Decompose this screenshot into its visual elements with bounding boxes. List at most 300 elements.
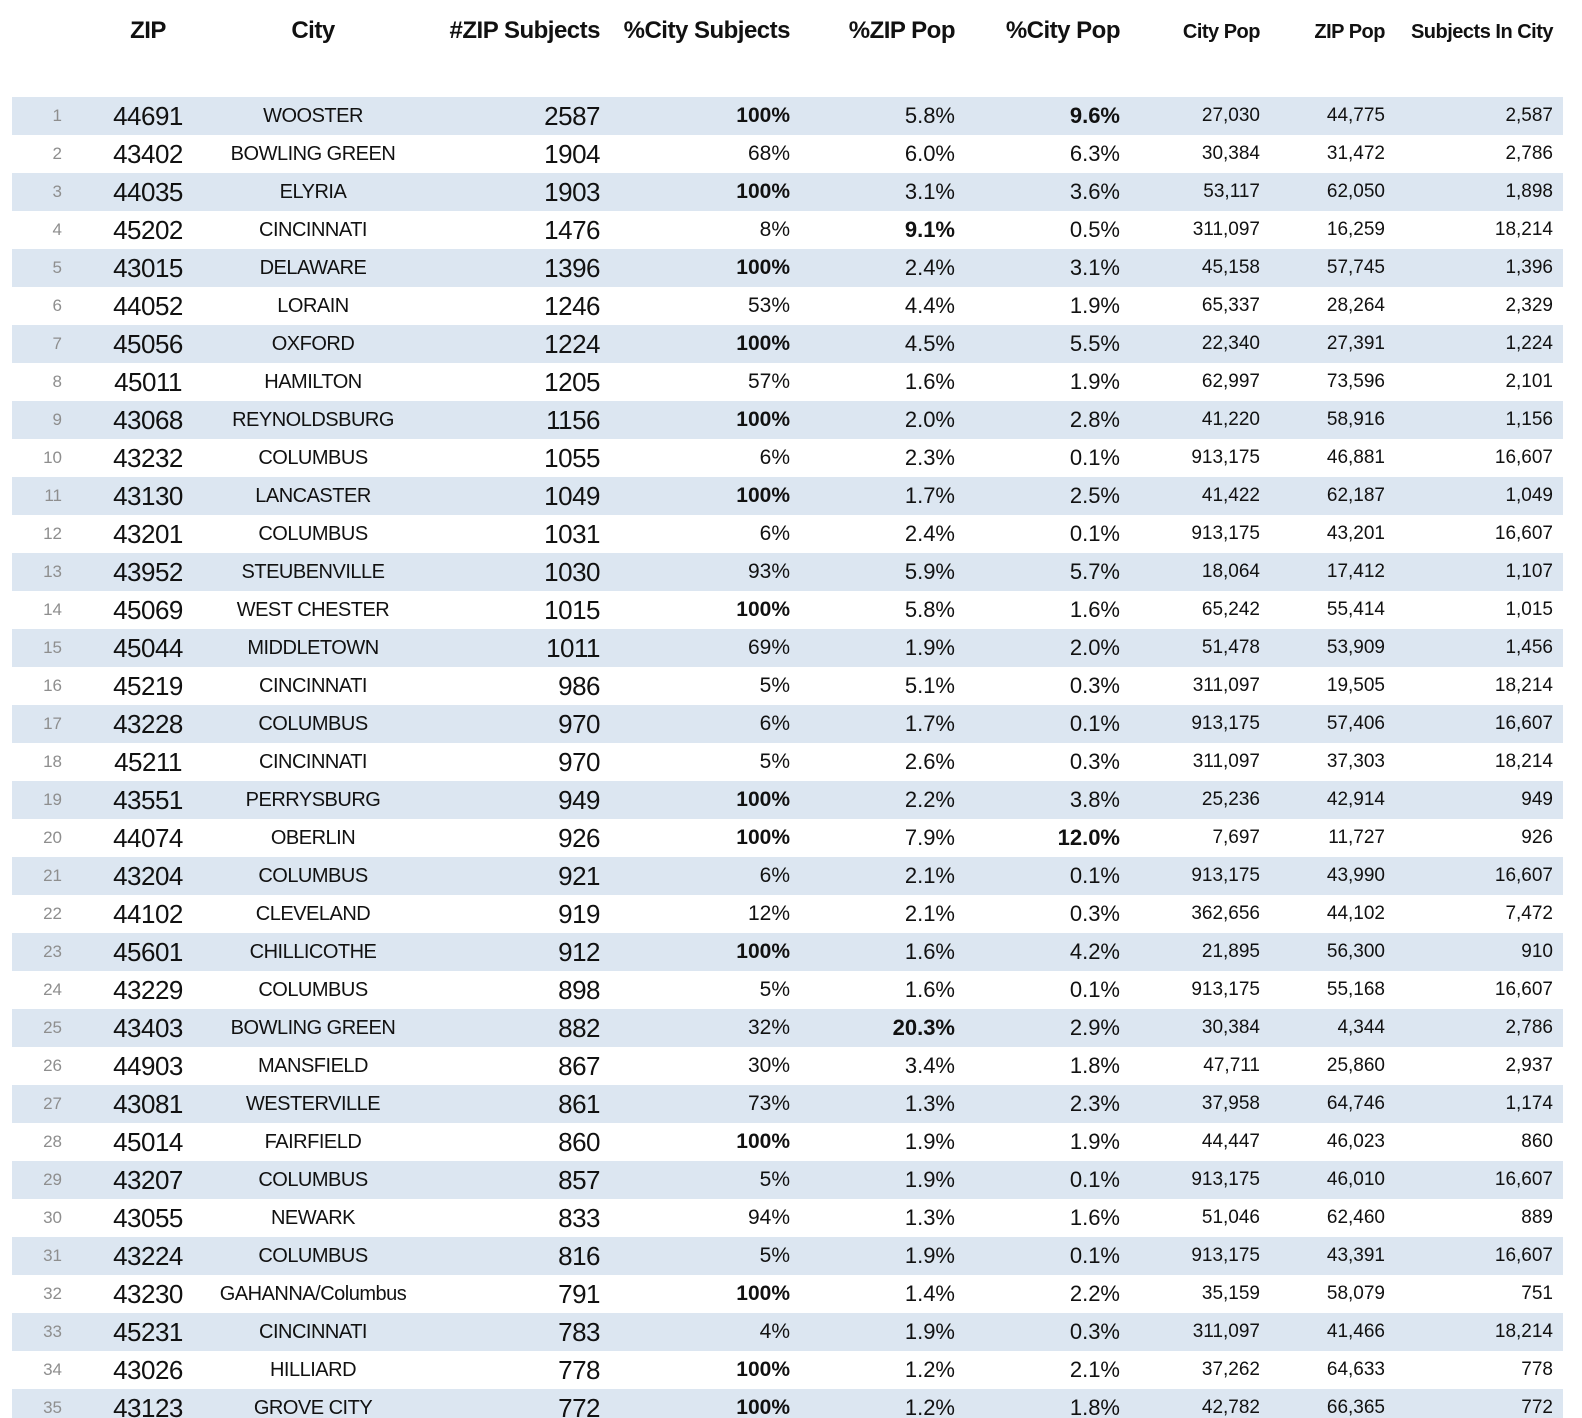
pct-zip-pop-cell: 2.1%: [904, 863, 955, 888]
city-cell: NEWARK: [270, 1206, 356, 1229]
city-cell: HILLIARD: [269, 1358, 357, 1381]
row-number-cell: 11: [44, 486, 62, 505]
subjects-in-city-cell: 18,214: [1494, 1321, 1553, 1342]
zip-cell: 43229: [113, 974, 183, 1005]
pct-zip-pop-cell: 1.6%: [904, 939, 955, 964]
zip-cell: 44691: [113, 100, 183, 131]
zip-cell: 43026: [113, 1354, 183, 1385]
table-row: [12, 249, 1563, 287]
pct-city-subjects-cell: 6%: [759, 712, 790, 735]
city-cell: WEST CHESTER: [236, 598, 390, 621]
city-pop-cell: 913,175: [1191, 1245, 1260, 1266]
city-pop-cell: 913,175: [1191, 865, 1260, 886]
pct-city-subjects-cell: 53%: [747, 294, 790, 317]
row-number-cell: 16: [43, 676, 62, 695]
table-row: [12, 1237, 1563, 1275]
row-number-header: [12, 0, 84, 97]
pct-city-pop-cell: 0.5%: [1069, 217, 1120, 242]
table-row: [12, 705, 1563, 743]
subjects-in-city-cell: 1,456: [1505, 637, 1553, 658]
subjects-in-city-cell: 910: [1521, 941, 1553, 962]
city-pop-cell: 311,097: [1192, 219, 1260, 240]
zip-subjects-cell: 926: [558, 822, 600, 853]
zip-cell: 45069: [113, 594, 183, 625]
table-row: [12, 781, 1563, 819]
pct-city-subjects-cell: 5%: [759, 1168, 790, 1191]
city-pop-cell: 25,236: [1201, 789, 1260, 810]
city-pop-cell: 37,262: [1201, 1359, 1260, 1380]
table-row: [12, 1161, 1563, 1199]
table-row: [12, 1085, 1563, 1123]
pct-city-pop-cell: 3.1%: [1069, 255, 1120, 280]
city-pop-cell: 62,997: [1201, 371, 1260, 392]
zip-subjects-cell: 860: [558, 1126, 600, 1157]
subjects-in-city-cell: 16,607: [1494, 865, 1553, 886]
row-number-cell: 34: [43, 1360, 62, 1379]
zip-subjects-cell: 1246: [544, 290, 600, 321]
zip-subjects-cell: 791: [558, 1278, 600, 1309]
city-cell: COLUMBUS: [258, 446, 368, 469]
zip-cell: 45601: [113, 936, 183, 967]
pct-city-subjects-cell: 100%: [736, 1130, 790, 1153]
zip-subjects-cell: 949: [558, 784, 600, 815]
zip-subjects-cell: 778: [558, 1354, 600, 1385]
zip-cell: 45044: [113, 632, 183, 663]
pct-city-pop-cell: 0.3%: [1069, 673, 1120, 698]
table-row: [12, 743, 1563, 781]
pct-city-pop-cell: 0.1%: [1069, 445, 1120, 470]
subjects-in-city-cell: 751: [1521, 1283, 1553, 1304]
pct-zip-pop-cell: 2.0%: [904, 407, 955, 432]
zip-pop-cell: 58,916: [1326, 409, 1385, 430]
table-row: [12, 1047, 1563, 1085]
city-pop-cell: 30,384: [1201, 143, 1260, 164]
zip-cell: 43232: [113, 442, 183, 473]
subjects-in-city-cell: 778: [1521, 1359, 1553, 1380]
subjects-in-city-cell: 1,156: [1505, 409, 1553, 430]
row-number-cell: 31: [43, 1246, 62, 1265]
pct-city-subjects-cell: 93%: [747, 560, 790, 583]
pct-city-subjects-cell: 100%: [736, 788, 790, 811]
pct-zip-pop-cell: 1.9%: [904, 1319, 955, 1344]
city-cell: MANSFIELD: [258, 1054, 368, 1077]
subjects-in-city-cell: 2,587: [1505, 105, 1553, 126]
table-row: [12, 667, 1563, 705]
subjects-in-city-cell: 16,607: [1494, 1169, 1553, 1190]
pct-city-pop-cell: 2.3%: [1069, 1091, 1120, 1116]
pct-city-pop-cell: 2.0%: [1069, 635, 1120, 660]
zip-pop-cell: 27,391: [1326, 333, 1385, 354]
zip-cell: 43201: [113, 518, 183, 549]
city-cell: CINCINNATI: [259, 1320, 367, 1343]
pct-city-pop-cell: 1.9%: [1069, 1129, 1120, 1154]
pct-zip-pop-cell: 20.3%: [892, 1015, 955, 1040]
pct-city-pop-cell: 4.2%: [1069, 939, 1120, 964]
pct-zip-pop-cell: 2.4%: [904, 521, 955, 546]
zip-subjects-cell: 970: [558, 746, 600, 777]
zip-subjects-cell: 1156: [546, 404, 600, 435]
zip-subjects-cell: 1031: [544, 518, 600, 549]
city-pop-cell: 65,242: [1201, 599, 1260, 620]
table-row: [12, 135, 1563, 173]
pct-city-subjects-cell: 6%: [759, 446, 790, 469]
city-pop-cell: 311,097: [1192, 751, 1260, 772]
subjects-in-city-cell: 1,049: [1505, 485, 1553, 506]
zip-pop-cell: 25,860: [1326, 1055, 1385, 1076]
zip-cell: 44074: [113, 822, 183, 853]
table-row: [12, 1389, 1563, 1418]
pct-city-pop-cell: 3.8%: [1069, 787, 1120, 812]
table-row: [12, 287, 1563, 325]
city-cell: OXFORD: [271, 332, 355, 355]
zip-cell: 44102: [113, 898, 183, 929]
pct-zip-pop-cell: 1.6%: [904, 369, 955, 394]
row-number-cell: 4: [52, 220, 62, 239]
row-number-cell: 28: [43, 1132, 62, 1151]
city-cell: BOWLING GREEN: [230, 1016, 396, 1039]
subjects-in-city-cell: 2,786: [1505, 143, 1553, 164]
city-pop-cell: 7,697: [1212, 827, 1260, 848]
zip-subjects-cell: 882: [558, 1012, 600, 1043]
table-row: [12, 1275, 1563, 1313]
pct-zip-pop-cell: 1.9%: [904, 635, 955, 660]
pct-city-subjects-cell: 6%: [759, 522, 790, 545]
subjects-in-city-cell: 926: [1521, 827, 1553, 848]
table-row: [12, 477, 1563, 515]
zip-subjects-cell: 867: [558, 1050, 600, 1081]
zip-subjects-cell: 861: [558, 1088, 600, 1119]
city-cell: OBERLIN: [270, 826, 356, 849]
row-number-cell: 30: [43, 1208, 62, 1227]
zip-subjects-cell: 919: [558, 898, 600, 929]
pct-city-subjects-cell: 5%: [759, 978, 790, 1001]
row-number-cell: 5: [52, 258, 62, 277]
pct-zip-pop-cell: 5.8%: [904, 597, 955, 622]
pct-zip-pop-cell: 1.3%: [904, 1205, 955, 1230]
subjects-in-city-cell: 772: [1521, 1397, 1553, 1418]
zip-cell: 43228: [113, 708, 183, 739]
zip-cell: 45211: [114, 746, 182, 777]
subjects-in-city-cell: 16,607: [1494, 523, 1553, 544]
subjects-in-city-cell: 16,607: [1494, 1245, 1553, 1266]
zip-pop-cell: 46,023: [1326, 1131, 1385, 1152]
pct-zip-pop-cell: 5.1%: [904, 673, 955, 698]
table-row: [12, 553, 1563, 591]
pct-city-subjects-cell: 100%: [736, 1358, 790, 1381]
table-row: [12, 895, 1563, 933]
zip-subjects-cell: 1903: [544, 176, 600, 207]
table-row: [12, 1199, 1563, 1237]
pct-city-pop-cell: 2.1%: [1069, 1357, 1120, 1382]
city-cell: LORAIN: [277, 294, 349, 317]
row-number-cell: 33: [43, 1322, 62, 1341]
pct-zip-pop-cell: 4.5%: [904, 331, 955, 356]
pct-city-subjects-cell: 100%: [736, 940, 790, 963]
zip-pop-cell: 43,990: [1326, 865, 1385, 886]
city-cell: HAMILTON: [264, 370, 362, 393]
pct-city-pop-cell: 1.8%: [1069, 1395, 1120, 1418]
zip-subjects-cell: 2587: [544, 100, 600, 131]
city-cell: GROVE CITY: [253, 1396, 373, 1418]
row-number-cell: 21: [43, 866, 62, 885]
row-number-cell: 1: [52, 106, 62, 125]
zip-subjects-cell: 1055: [544, 442, 600, 473]
pct-zip-pop-cell: 4.4%: [904, 293, 955, 318]
pct-city-pop-cell: 2.5%: [1069, 483, 1120, 508]
zip-pop-cell: 11,727: [1328, 827, 1385, 848]
subjects-in-city-cell: 2,101: [1505, 371, 1553, 392]
pct-zip-pop-cell: 6.0%: [904, 141, 955, 166]
table-row: [12, 439, 1563, 477]
zip-cell: 43551: [113, 784, 183, 815]
subjects-in-city-cell: 949: [1521, 789, 1553, 810]
pct-city-subjects-cell: 57%: [747, 370, 790, 393]
pct-zip-pop-cell: 1.9%: [904, 1243, 955, 1268]
pct-city-subjects-cell: 100%: [736, 104, 790, 127]
city-cell: COLUMBUS: [258, 978, 368, 1001]
zip-pop-cell: 31,472: [1326, 143, 1385, 164]
table-row: [12, 1009, 1563, 1047]
zip-pop-cell: 41,466: [1326, 1321, 1385, 1342]
zip-pop-cell: 46,010: [1326, 1169, 1385, 1190]
table-row: [12, 591, 1563, 629]
city-pop-cell: 311,097: [1192, 1321, 1260, 1342]
pct-city-pop-cell: 2.2%: [1069, 1281, 1120, 1306]
pct-city-subjects-cell: 100%: [736, 1282, 790, 1305]
subjects-in-city-cell: 7,472: [1505, 903, 1553, 924]
pct-zip-pop-cell: 1.9%: [904, 1129, 955, 1154]
zip-pop-cell: 17,412: [1326, 561, 1385, 582]
pct-zip-pop-cell: 1.7%: [904, 483, 955, 508]
zip-pop-cell: 46,881: [1326, 447, 1385, 468]
subjects-in-city-cell: 1,898: [1505, 181, 1553, 202]
pct-city-pop-cell: 2.9%: [1069, 1015, 1120, 1040]
row-number-cell: 35: [43, 1398, 62, 1417]
pct-zip-pop-cell: 2.2%: [904, 787, 955, 812]
city-pop-cell: 362,656: [1191, 903, 1260, 924]
zip-cell: 45014: [113, 1126, 183, 1157]
zip-cell: 43402: [113, 138, 183, 169]
zip-pop-cell: 16,259: [1326, 219, 1385, 240]
city-pop-cell: 913,175: [1191, 447, 1260, 468]
city-cell: MIDDLETOWN: [247, 636, 379, 659]
row-number-cell: 32: [43, 1284, 62, 1303]
pct-city-pop-cell: 3.6%: [1069, 179, 1120, 204]
row-number-cell: 3: [52, 182, 62, 201]
city-pop-cell: 913,175: [1191, 713, 1260, 734]
zip-cell: 45219: [113, 670, 183, 701]
table-row: [12, 515, 1563, 553]
zip-cell: 45011: [114, 366, 182, 397]
city-cell: CLEVELAND: [255, 902, 371, 925]
pct-zip-pop-cell: 1.6%: [904, 977, 955, 1002]
pct-city-pop-cell: 1.6%: [1069, 1205, 1120, 1230]
zip-cell: 43123: [113, 1392, 183, 1418]
row-number-cell: 9: [52, 410, 62, 429]
zip-cell: 43015: [113, 252, 183, 283]
city-cell: ELYRIA: [279, 180, 347, 203]
city-cell: BOWLING GREEN: [230, 142, 396, 165]
zip-pop-cell: 44,102: [1326, 903, 1385, 924]
pct-zip-pop-cell: 2.3%: [904, 445, 955, 470]
pct-zip-pop-cell: 3.4%: [904, 1053, 955, 1078]
pct-zip-pop-cell: 2.6%: [904, 749, 955, 774]
pct-city-pop-cell: 5.5%: [1069, 331, 1120, 356]
table-row: [12, 629, 1563, 667]
pct-city-subjects-cell: 100%: [736, 1396, 790, 1418]
city-pop-cell: 53,117: [1203, 181, 1260, 202]
zip-pop-cell: 73,596: [1326, 371, 1385, 392]
zip-cell: 43224: [113, 1240, 183, 1271]
pct-city-pop-cell: 0.1%: [1069, 521, 1120, 546]
city-cell: COLUMBUS: [258, 522, 368, 545]
zip-pop-cell: 55,168: [1326, 979, 1385, 1000]
zip-pop-cell: 58,079: [1326, 1283, 1385, 1304]
city-pop-cell: 41,220: [1201, 409, 1260, 430]
subjects-in-city-cell: 860: [1521, 1131, 1553, 1152]
subjects-in-city-cell: 16,607: [1494, 713, 1553, 734]
zip-subjects-cell: 816: [558, 1240, 600, 1271]
row-number-cell: 15: [43, 638, 62, 657]
zip-cell: 43952: [113, 556, 183, 587]
zip-pop-cell: 42,914: [1326, 789, 1385, 810]
subjects-in-city-cell: 2,937: [1505, 1055, 1553, 1076]
city-cell: CINCINNATI: [259, 750, 367, 773]
pct-city-pop-cell: 0.1%: [1069, 863, 1120, 888]
table-row: [12, 857, 1563, 895]
pct-city-subjects-cell: 69%: [747, 636, 790, 659]
zip-cell: 43207: [113, 1164, 183, 1195]
city-cell: STEUBENVILLE: [241, 560, 385, 583]
pct-city-subjects-cell: 100%: [736, 826, 790, 849]
zip-subjects-cell: 1476: [544, 214, 600, 245]
table-row: [12, 1351, 1563, 1389]
zip-pop-cell: 37,303: [1326, 751, 1385, 772]
zip-pop-cell: 53,909: [1326, 637, 1385, 658]
zip-cell: 43130: [113, 480, 183, 511]
pct-city-subjects-cell: 73%: [747, 1092, 790, 1115]
pct-city-pop-cell: 9.6%: [1069, 103, 1120, 128]
city-cell: COLUMBUS: [258, 864, 368, 887]
subjects-in-city-cell: 16,607: [1494, 447, 1553, 468]
row-number-cell: 6: [52, 296, 62, 315]
subjects-in-city-cell: 1,015: [1505, 599, 1553, 620]
table-row: [12, 401, 1563, 439]
pct-city-pop-cell: 1.8%: [1069, 1053, 1120, 1078]
zip-cell: 43081: [113, 1088, 183, 1119]
zip-cell: 44052: [113, 290, 183, 321]
zip-pop-cell: 66,365: [1326, 1397, 1385, 1418]
zip-subjects-cell: 772: [558, 1392, 600, 1418]
city-pop-cell: 18,064: [1201, 561, 1260, 582]
city-pop-cell: 37,958: [1201, 1093, 1260, 1114]
zip-cell: 43204: [113, 860, 183, 891]
subjects-in-city-cell: 1,107: [1505, 561, 1553, 582]
pct-zip-pop-cell: 1.2%: [904, 1395, 955, 1418]
header-pct-zip-pop: %ZIP Pop: [848, 17, 955, 44]
zip-cell: 44903: [113, 1050, 183, 1081]
city-cell: WOOSTER: [263, 104, 363, 127]
zip-pop-cell: 62,050: [1326, 181, 1385, 202]
pct-city-subjects-cell: 5%: [759, 750, 790, 773]
pct-city-subjects-cell: 100%: [736, 484, 790, 507]
pct-zip-pop-cell: 1.7%: [904, 711, 955, 736]
zip-pop-cell: 62,187: [1326, 485, 1385, 506]
zip-subjects-cell: 1396: [544, 252, 600, 283]
pct-city-pop-cell: 1.6%: [1069, 597, 1120, 622]
table-row: [12, 819, 1563, 857]
city-pop-cell: 51,046: [1201, 1207, 1260, 1228]
table-row: [12, 933, 1563, 971]
zip-subjects-cell: 1049: [544, 480, 600, 511]
subjects-in-city-cell: 18,214: [1494, 675, 1553, 696]
row-number-cell: 22: [43, 904, 62, 923]
header-zip-pop: ZIP Pop: [1314, 21, 1385, 43]
city-cell: GAHANNA/Columbus: [219, 1282, 407, 1305]
pct-city-pop-cell: 0.3%: [1069, 901, 1120, 926]
row-number-cell: 25: [43, 1018, 62, 1037]
header-zip: ZIP: [130, 17, 166, 44]
pct-city-pop-cell: 0.1%: [1069, 1167, 1120, 1192]
zip-pop-cell: 43,391: [1326, 1245, 1385, 1266]
header-pct-city-subjects: %City Subjects: [623, 17, 790, 44]
row-number-cell: 19: [43, 790, 62, 809]
pct-city-subjects-cell: 4%: [759, 1320, 790, 1343]
pct-zip-pop-cell: 3.1%: [904, 179, 955, 204]
zip-pop-cell: 64,746: [1326, 1093, 1385, 1114]
zip-pop-cell: 55,414: [1326, 599, 1385, 620]
pct-city-subjects-cell: 5%: [759, 674, 790, 697]
row-number-cell: 23: [43, 942, 62, 961]
pct-zip-pop-cell: 5.8%: [904, 103, 955, 128]
table-row: [12, 173, 1563, 211]
subjects-in-city-cell: 1,396: [1505, 257, 1553, 278]
table-row: [12, 211, 1563, 249]
zip-subjects-cell: 783: [558, 1316, 600, 1347]
zip-subjects-cell: 1904: [544, 138, 600, 169]
city-pop-cell: 47,711: [1203, 1055, 1260, 1076]
row-number-cell: 18: [43, 752, 62, 771]
city-pop-cell: 65,337: [1201, 295, 1260, 316]
city-pop-cell: 35,159: [1201, 1283, 1260, 1304]
table-body: [12, 97, 1563, 1418]
pct-zip-pop-cell: 1.9%: [904, 1167, 955, 1192]
pct-city-pop-cell: 1.9%: [1069, 369, 1120, 394]
city-cell: CHILLICOTHE: [249, 940, 377, 963]
zip-subjects-cell: 921: [558, 860, 600, 891]
pct-city-subjects-cell: 94%: [747, 1206, 790, 1229]
pct-city-pop-cell: 2.8%: [1069, 407, 1120, 432]
zip-pop-cell: 62,460: [1326, 1207, 1385, 1228]
zip-pop-cell: 43,201: [1326, 523, 1385, 544]
city-pop-cell: 51,478: [1201, 637, 1260, 658]
pct-zip-pop-cell: 5.9%: [904, 559, 955, 584]
pct-city-subjects-cell: 100%: [736, 256, 790, 279]
city-cell: COLUMBUS: [258, 712, 368, 735]
zip-subjects-cell: 898: [558, 974, 600, 1005]
pct-city-pop-cell: 0.1%: [1069, 977, 1120, 1002]
pct-zip-pop-cell: 2.1%: [904, 901, 955, 926]
pct-city-subjects-cell: 100%: [736, 408, 790, 431]
table-row: [12, 971, 1563, 1009]
city-pop-cell: 913,175: [1191, 523, 1260, 544]
row-number-cell: 7: [52, 334, 62, 353]
pct-city-subjects-cell: 100%: [736, 180, 790, 203]
city-cell: LANCASTER: [255, 484, 371, 507]
zip-subjects-cell: 986: [558, 670, 600, 701]
header-city-pop: City Pop: [1182, 21, 1260, 43]
table-row: [12, 363, 1563, 401]
